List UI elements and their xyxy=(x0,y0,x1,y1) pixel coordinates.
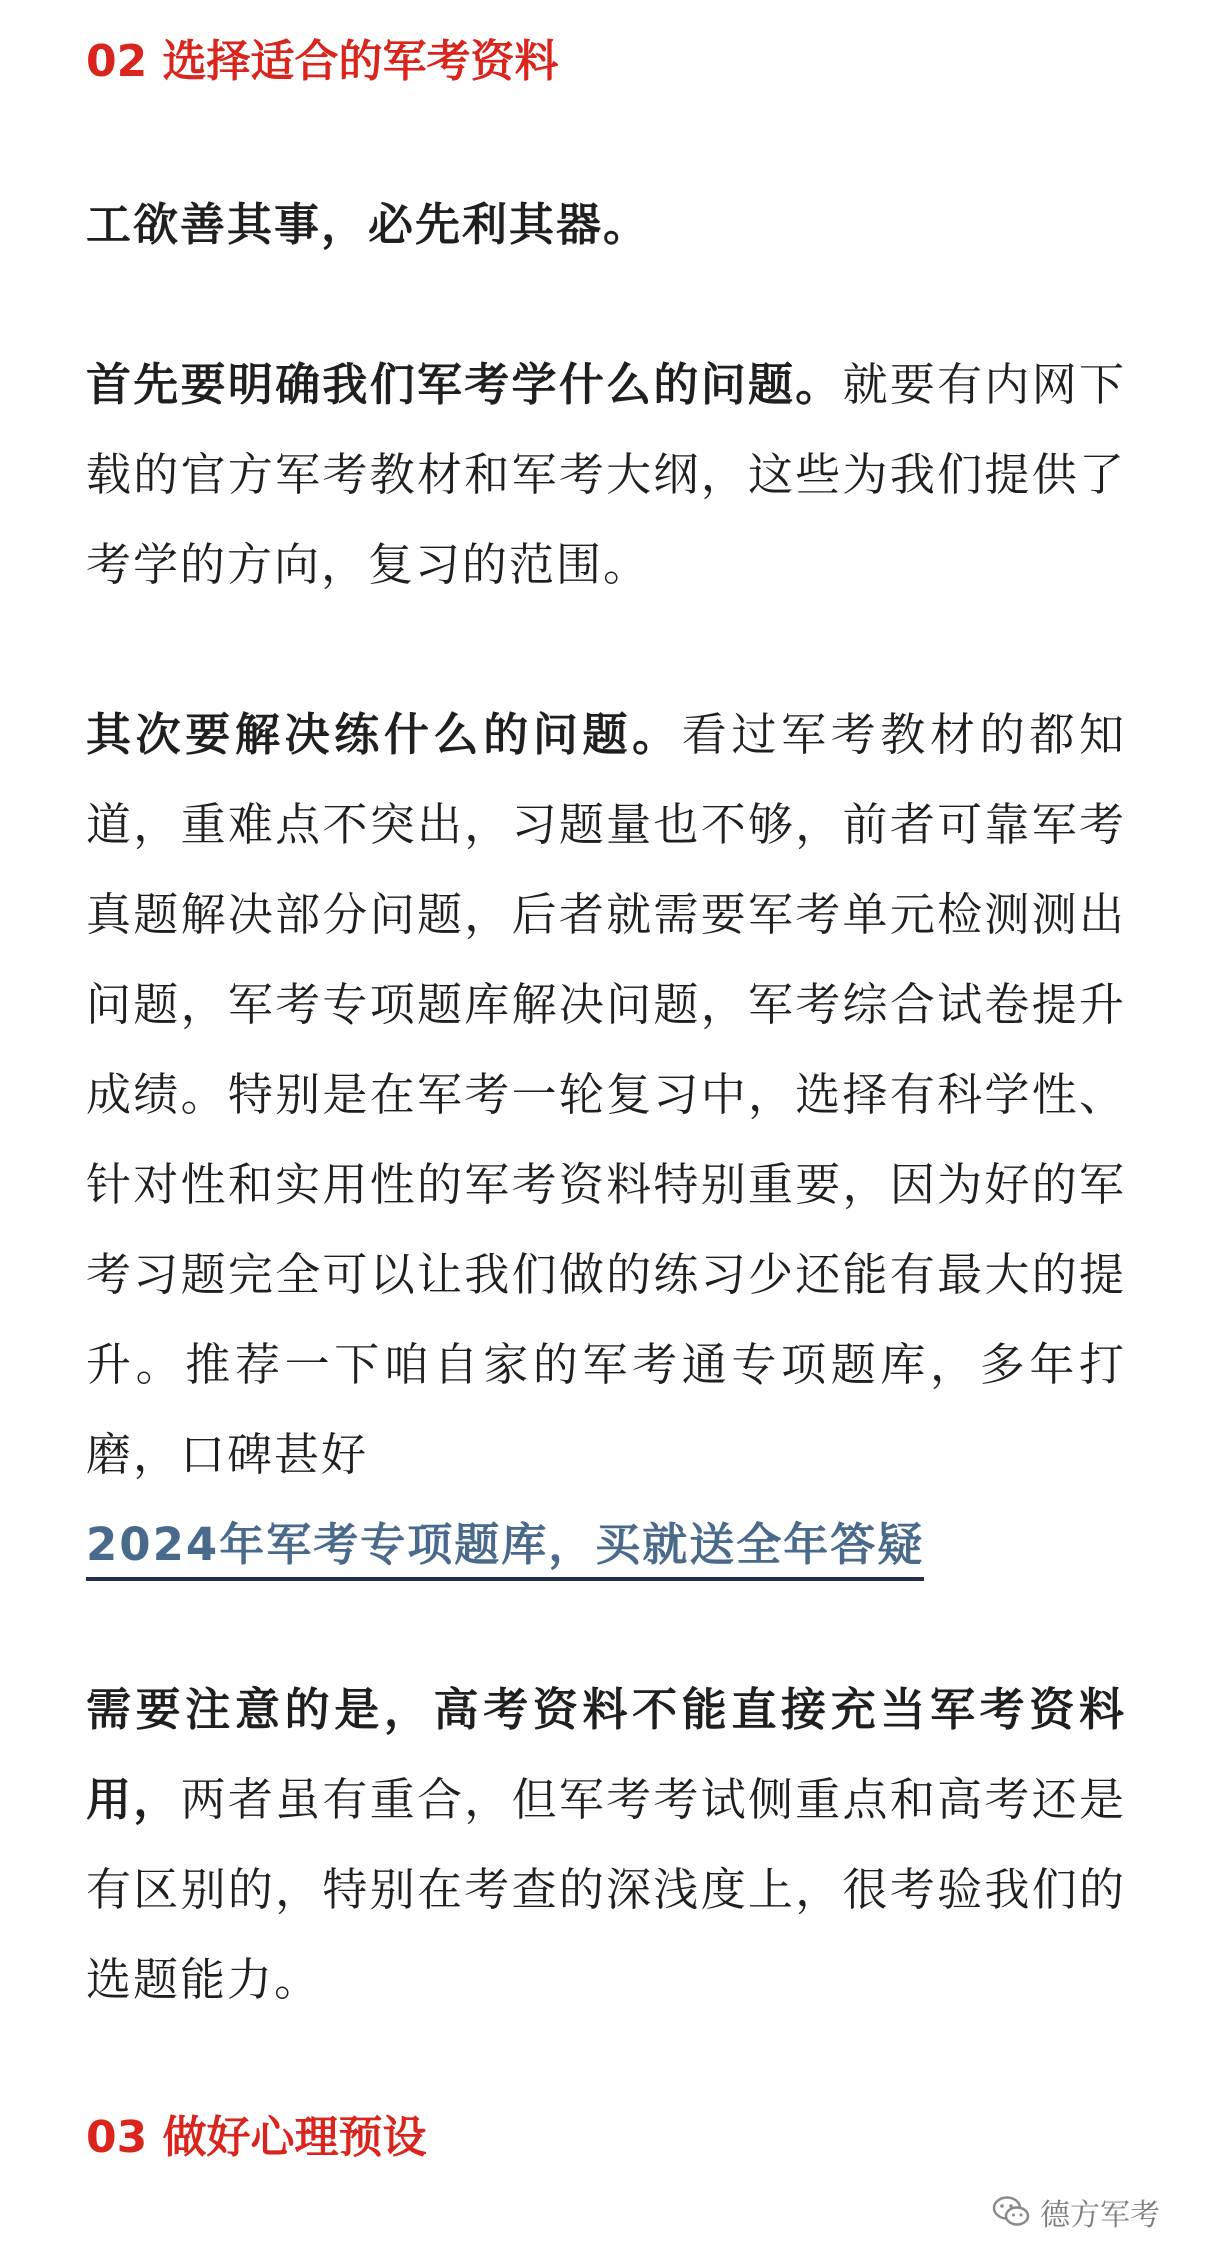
paragraph-what-to-learn xyxy=(86,340,1126,610)
watermark-text: 德方军考 xyxy=(1040,2198,1160,2233)
question-bank-link[interactable]: 2024年军考专项题库，买就送全年答疑 xyxy=(86,1518,924,1581)
paragraph-note xyxy=(86,1665,1126,2025)
section-title-03: 03 做好心理预设 xyxy=(86,2112,427,2163)
paragraph-body: 两者虽有重合，但军考考试侧重点和高考还是有区别的，特别在考查的深浅度上，很考验我们的选题能力。 xyxy=(86,1773,1126,2006)
wechat-icon xyxy=(992,2195,1030,2229)
paragraph-lead: 首先要明确我们军考学什么的问题。 xyxy=(86,358,843,411)
paragraph-body: 就要有内网下载的官方军考教材和军考大纲，这些为我们提供了考学的方向，复习的范围。 xyxy=(86,358,1126,591)
paragraph-what-to-practice xyxy=(86,690,1126,1590)
paragraph-body: 看过军考教材的都知道，重难点不突出，习题量也不够，前者可靠军考真题解决部分问题，后者就需要军考单元检测测出问题，军考专项题库解决问题，军考综合试卷提升成绩。特别是在军考一轮复习中，选择有科学性、针对性和实用性的军考资料特别重要，因为好的军考习题完全可以让我们做的练习少还能有最大的提升。推荐一下咱自家的军考通专项题库，多年打磨，口碑甚好 xyxy=(86,708,1126,1481)
watermark xyxy=(992,2190,1160,2234)
section-title-02: 02 选择适合的军考资料 xyxy=(86,36,559,87)
motto-paragraph: 工欲善其事，必先利其器。 xyxy=(86,198,651,251)
paragraph-lead: 其次要解决练什么的问题。 xyxy=(86,708,682,761)
paragraph-lead: 需要注意的是，高考资料不能直接充当军考资料用， xyxy=(86,1683,1126,1826)
